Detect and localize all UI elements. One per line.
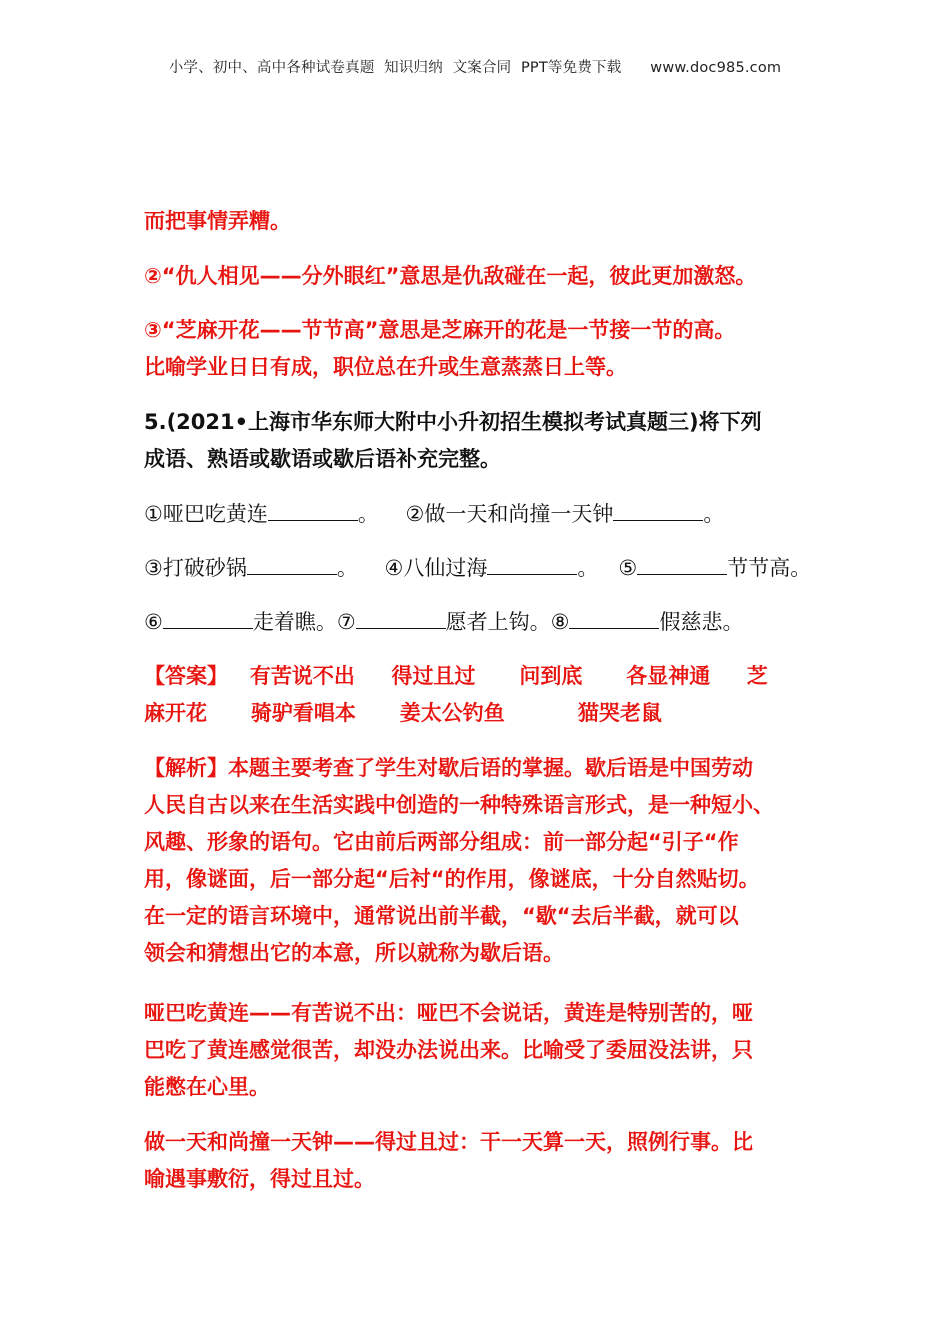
blank-item-1-end: 。 — [357, 502, 379, 526]
prev-answer-item-2 — [144, 258, 804, 295]
blank-line — [268, 496, 358, 521]
blank-line — [569, 604, 659, 629]
blank-item-5-end: 节节高。 — [727, 556, 812, 580]
blank-item-3-end: 。 — [336, 556, 358, 580]
blank-item-2-end: 。 — [703, 502, 725, 526]
analysis-line: 在一定的语言环境中，通常说出前半截，“歇“去后半截，就可以 — [144, 904, 739, 928]
blank-line — [487, 550, 577, 575]
prev-answer-item-3 — [144, 312, 804, 386]
answer-item-2: ②“仇人相见——分外眼红”意思是仇敌碰在一起，彼此更加激怒。 — [144, 264, 757, 288]
blank-line — [613, 496, 703, 521]
blank-line — [356, 604, 446, 629]
page-header: 小学、初中、高中各种试卷真题 知识归纳 文案合同 PPT等免费下载 www.doc985.com — [168, 60, 782, 76]
question-line-1: 5.(2021•上海市华东师大附中小升初招生模拟考试真题三)将下列 — [144, 410, 762, 434]
blank-item-6-text: ⑥ — [144, 610, 163, 634]
blank-item-8-text: ⑧ — [550, 610, 570, 634]
analysis-line: 喻遇事敷衍，得过且过。 — [144, 1167, 375, 1191]
analysis-line: 巴吃了黄连感觉很苦，却没办法说出来。比喻受了委屈没法讲，只 — [144, 1038, 753, 1062]
blank-item-4-text: ④八仙过海 — [384, 556, 488, 580]
blank-item-3-text: ③打破砂锅 — [144, 556, 247, 580]
answer-item-3-line-2: 比喻学业日日有成，职位总在升或生意蒸蒸日上等。 — [144, 355, 627, 379]
analysis-paragraph-2 — [144, 995, 804, 1106]
answer-line-1: 【答案】 有苦说不出 得过且过 问到底 各显神通 芝 — [144, 664, 768, 688]
analysis-line: 【解析】本题主要考查了学生对歇后语的掌握。歇后语是中国劳动 — [144, 756, 753, 780]
question-row-3 — [144, 604, 804, 641]
analysis-line: 做一天和尚撞一天钟——得过且过：干一天算一天，照例行事。比 — [144, 1130, 753, 1154]
analysis-block — [144, 750, 804, 972]
answer-block — [144, 658, 804, 732]
analysis-line: 能憋在心里。 — [144, 1075, 270, 1099]
answer-line-2: 麻开花 骑驴看唱本 姜太公钓鱼 猫哭老鼠 — [144, 701, 662, 725]
blank-item-4-end: 。 — [577, 556, 599, 580]
prev-answer-line: 而把事情弄糟。 — [144, 209, 291, 233]
blank-item-7-text: ⑦ — [336, 610, 356, 634]
analysis-line: 领会和猜想出它的本意，所以就称为歇后语。 — [144, 941, 564, 965]
question-row-2 — [144, 550, 812, 587]
blank-line — [163, 604, 253, 629]
question-5 — [144, 404, 804, 478]
blank-item-6-end: 走着瞧。 — [252, 610, 337, 634]
blank-item-7-end: 愿者上钩。 — [445, 610, 551, 634]
prev-answer-block — [144, 203, 804, 240]
analysis-line: 风趣、形象的语句。它由前后两部分组成：前一部分起“引子“作 — [144, 830, 739, 854]
blank-line — [247, 550, 337, 575]
blank-line — [637, 550, 727, 575]
blank-item-2-text: ②做一天和尚撞一天钟 — [405, 502, 614, 526]
analysis-line: 哑巴吃黄连——有苦说不出：哑巴不会说话，黄连是特别苦的，哑 — [144, 1001, 753, 1025]
blank-item-1-text: ①哑巴吃黄连 — [144, 502, 268, 526]
analysis-paragraph-3 — [144, 1124, 804, 1198]
question-row-1 — [144, 496, 804, 533]
analysis-line: 用，像谜面，后一部分起“后衬“的作用，像谜底，十分自然贴切。 — [144, 867, 760, 891]
blank-item-5-text: ⑤ — [618, 556, 638, 580]
answer-item-3-line-1: ③“芝麻开花——节节高”意思是芝麻开的花是一节接一节的高。 — [144, 318, 736, 342]
blank-item-8-end: 假慈悲。 — [659, 610, 744, 634]
question-line-2: 成语、熟语或歇语或歇后语补充完整。 — [144, 447, 501, 471]
analysis-line: 人民自古以来在生活实践中创造的一种特殊语言形式，是一种短小、 — [144, 793, 774, 817]
